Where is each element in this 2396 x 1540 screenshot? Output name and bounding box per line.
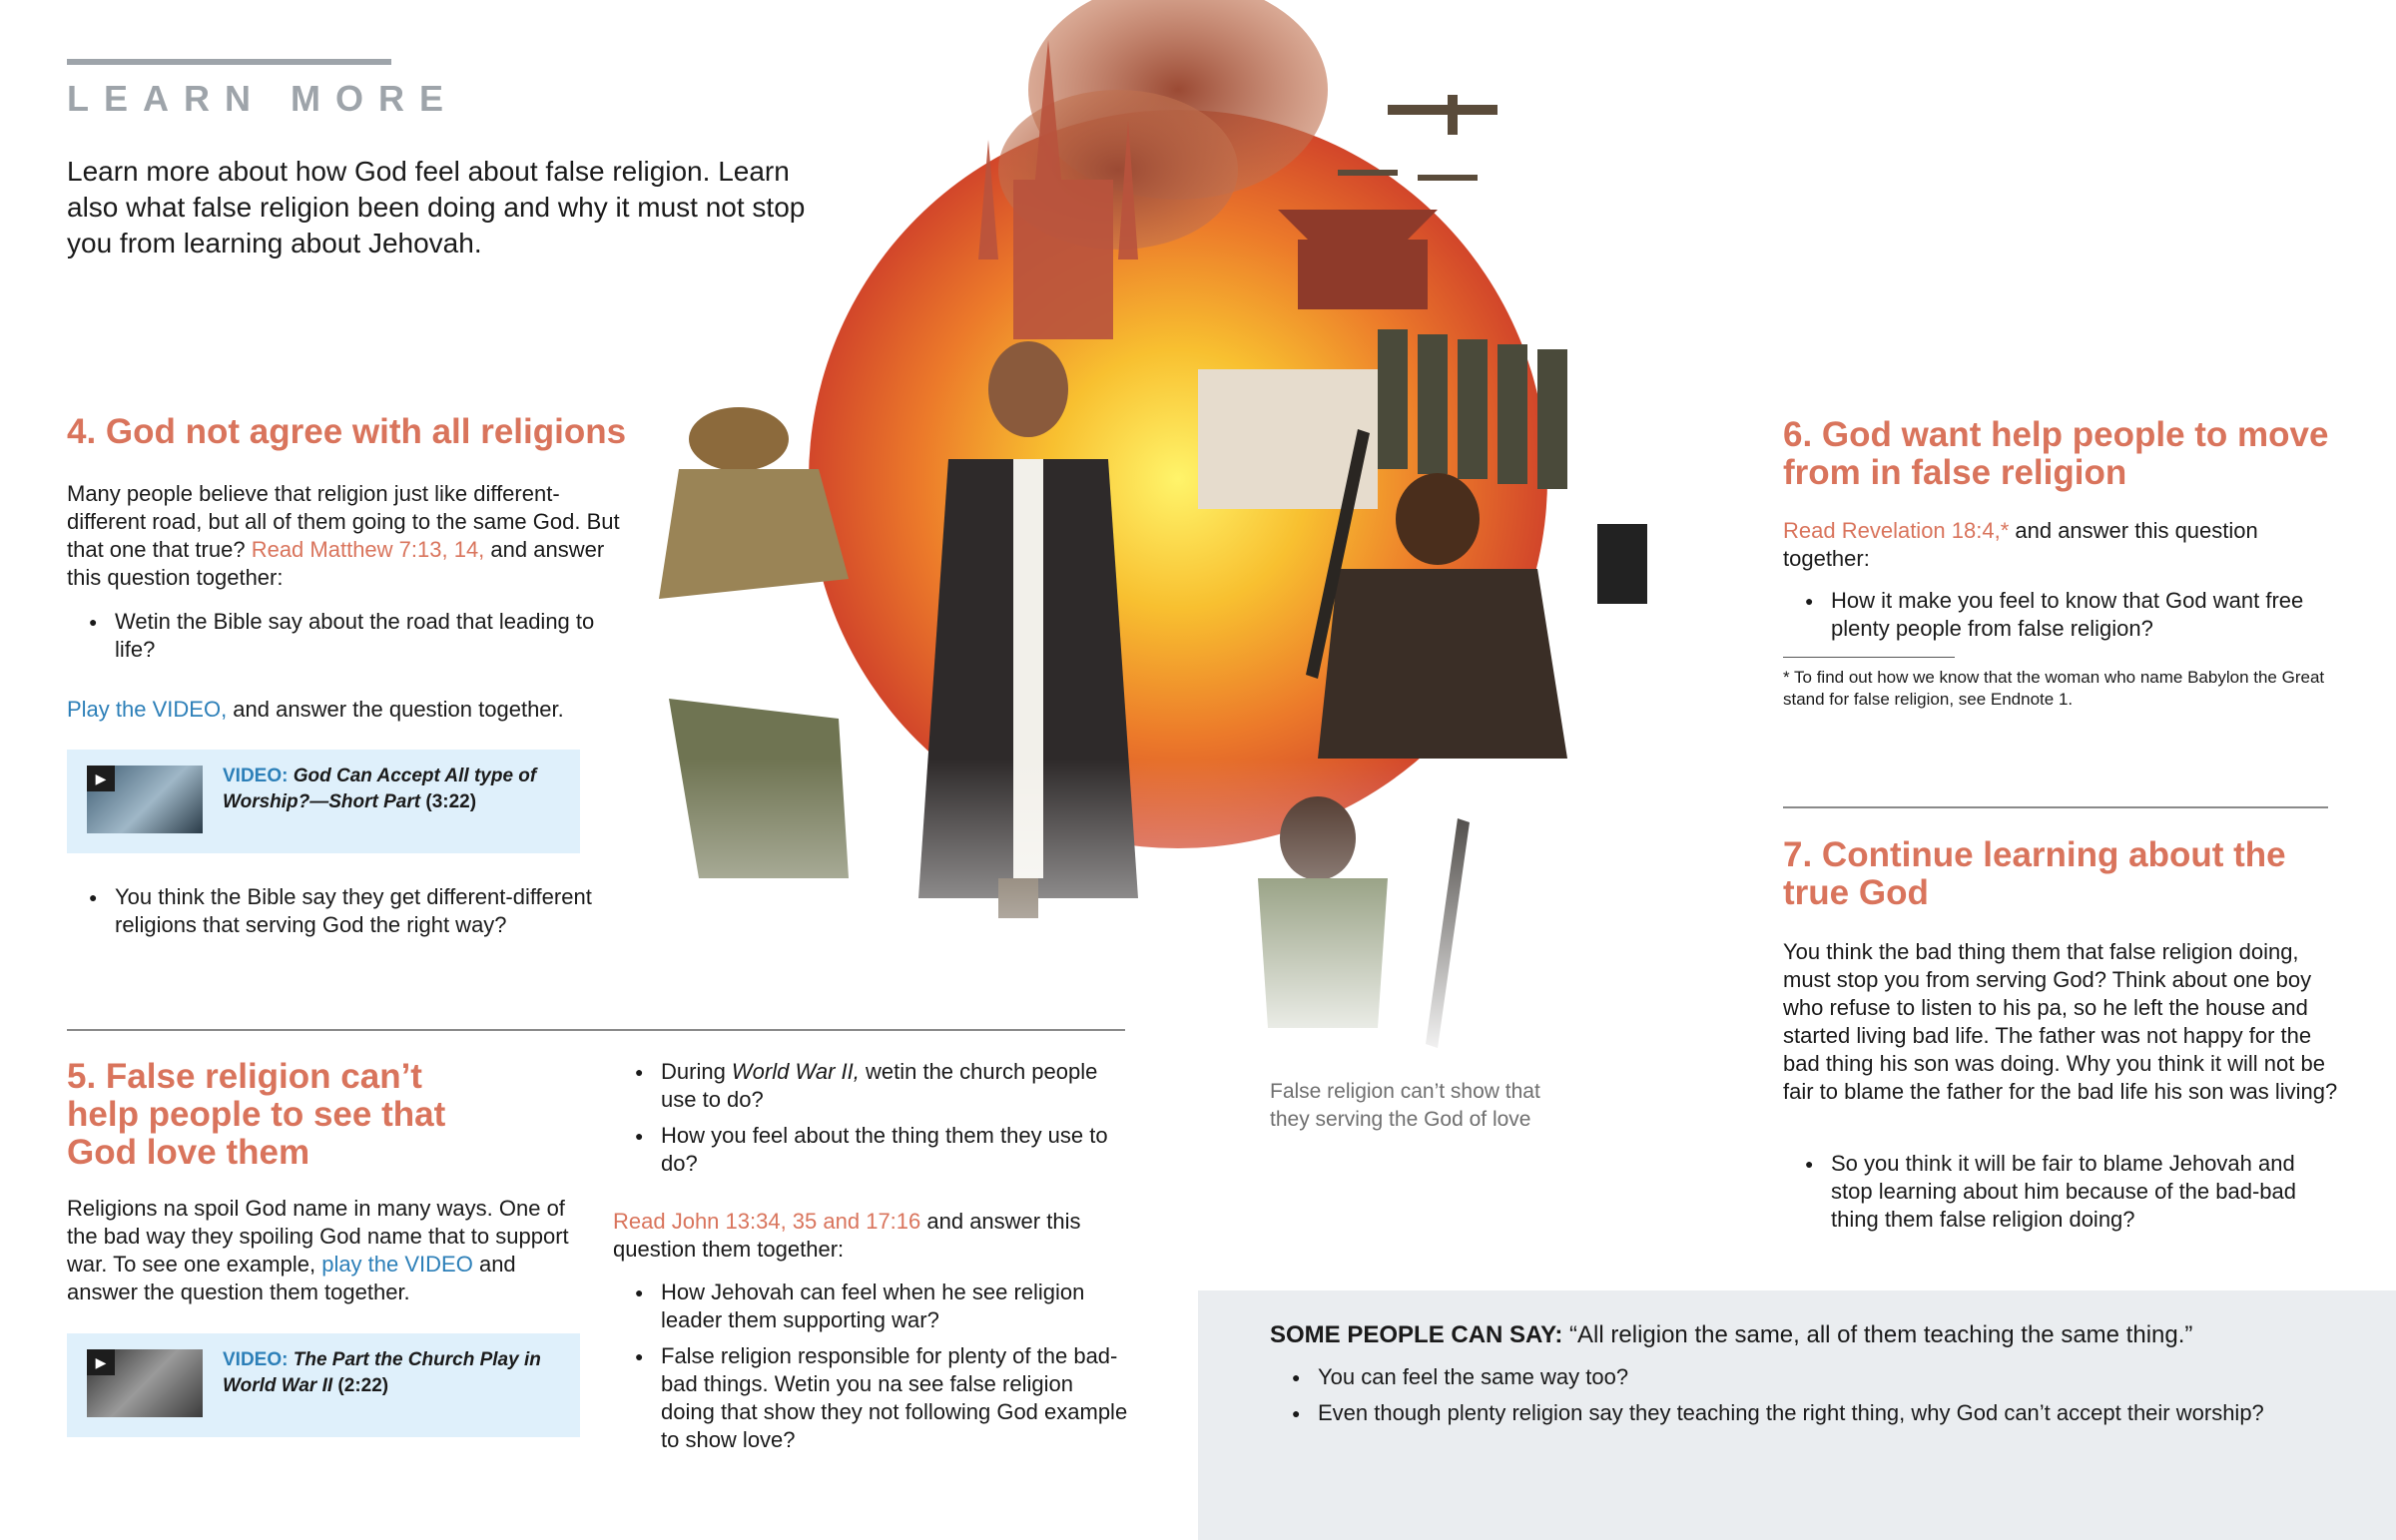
video-duration: (2:22) — [337, 1375, 389, 1396]
objection-heading — [1270, 1319, 2368, 1351]
illustration-caption: False religion can’t show that they serving the God of love — [1270, 1080, 1540, 1131]
page-title: LEARN MORE — [67, 78, 458, 119]
section-4-heading: 4. God not agree with all religions — [67, 412, 627, 451]
video-duration: (3:22) — [425, 791, 477, 812]
video-thumbnail[interactable] — [87, 766, 203, 833]
section-5-questions-2 — [613, 1279, 1132, 1462]
question-item: ● During World War II, wetin the church people use to do? — [613, 1058, 1132, 1114]
play-video-link[interactable]: play the VIDEO — [321, 1252, 473, 1277]
section-4-video-prompt: Play the VIDEO, and answer the question together. — [67, 697, 564, 722]
footnote-rule — [1783, 657, 1955, 658]
objection-questions — [1270, 1363, 2378, 1435]
video-title-block — [223, 1347, 562, 1399]
question-item: ● Even though plenty religion say they teaching the right thing, why God can’t accept their worship? — [1270, 1399, 2378, 1427]
section-7-questions — [1783, 1150, 2342, 1242]
section-divider — [1783, 806, 2328, 808]
soldiers-line-shape — [1378, 329, 1567, 489]
section-5-read-prompt: Read John 13:34, 35 and 17:16 and answer this question them together: — [613, 1209, 1081, 1262]
section-5-heading: 5. False religion can’t help people to see that God love them — [67, 1057, 446, 1172]
scripture-link-john[interactable]: Read John 13:34, 35 and 17:16 — [613, 1209, 921, 1234]
question-item: ● How Jehovah can feel when he see religion leader them supporting war? — [613, 1279, 1132, 1334]
question-item: ● Wetin the Bible say about the road that leading to life? — [67, 608, 626, 664]
video-card-world-war[interactable] — [67, 1333, 580, 1437]
scripture-link-revelation[interactable]: Read Revelation 18:4,* — [1783, 518, 2010, 543]
question-item: ● You can feel the same way too? — [1270, 1363, 2378, 1391]
question-item: ● False religion responsible for plenty of the bad-bad things. Wetin you na see false religion doing that show they not following God example to show love? — [613, 1342, 1132, 1454]
video-label: VIDEO: — [223, 766, 289, 786]
video-card-worship[interactable] — [67, 750, 580, 853]
question-item: ● How you feel about the thing them they use to do? — [613, 1122, 1132, 1178]
intro-text: Learn more about how God feel about false religion. Learn also what false religion been doing and why it must not stop you from learning about Jehovah. — [67, 156, 806, 258]
footnote: * To find out how we know that the woman who name Babylon the Great stand for false religion, see Endnote 1. — [1783, 668, 2325, 709]
play-video-link[interactable]: Play the VIDEO, — [67, 697, 228, 722]
question-item: ● How it make you feel to know that God want free plenty people from false religion? — [1783, 587, 2342, 643]
section-6-read-prompt: Read Revelation 18:4,* and answer this question together: — [1783, 518, 2258, 571]
question-item: ● So you think it will be fair to blame Jehovah and stop learning about him because of the bad-bad thing them false religion doing? — [1783, 1150, 2342, 1234]
section-4-questions-2 — [67, 883, 646, 947]
section-7-paragraph: You think the bad thing them that false religion doing, must stop you from serving God? Think about one boy who refuse to listen to his pa, so he left the house and started living bad life. The father was not happy for the bad thing his son was doing. Why you think it will not be fair to blame the father for the bad life his son was living? — [1783, 939, 2338, 1104]
section-4-paragraph: Many people believe that religion just like different-different road, but all of them going to the same God. But that one that true? Read Matthew 7:13, 14, and answer this question together: — [67, 481, 620, 590]
header-rule — [67, 59, 391, 65]
section-7-heading: 7. Continue learning about the true God — [1783, 835, 2286, 912]
objection-label: SOME PEOPLE CAN SAY: — [1270, 1321, 1563, 1348]
objection-quote: “All religion the same, all of them teaching the same thing.” — [1562, 1321, 2193, 1348]
scripture-link-matthew[interactable]: Read Matthew 7:13, 14, — [251, 537, 485, 562]
question-item: ● You think the Bible say they get different-different religions that serving God the right way? — [67, 883, 646, 939]
video-label: VIDEO: — [223, 1349, 289, 1370]
play-icon[interactable]: ▶ — [87, 1349, 115, 1375]
section-divider — [67, 1029, 1125, 1031]
video-title[interactable]: God Can Accept All type of Worship?—Short Part — [223, 766, 537, 812]
video-title[interactable]: The Part the Church Play in World War II — [223, 1349, 541, 1396]
illustration-false-religion — [619, 0, 1747, 1068]
play-icon[interactable]: ▶ — [87, 766, 115, 791]
video-thumbnail[interactable] — [87, 1349, 203, 1417]
section-5-paragraph: Religions na spoil God name in many ways. One of the bad way they spoiling God name that to support war. To see one example, play the VIDEO and answer the question them together. — [67, 1196, 569, 1304]
section-4-questions-1 — [67, 608, 626, 672]
section-6-questions — [1783, 587, 2342, 651]
section-6-heading: 6. God want help people to move from in false religion — [1783, 415, 2329, 492]
temple-shape — [1278, 210, 1438, 309]
section-5-questions-1 — [613, 1058, 1132, 1186]
mist-fade-shape — [619, 759, 1747, 1068]
video-title-block — [223, 764, 562, 815]
